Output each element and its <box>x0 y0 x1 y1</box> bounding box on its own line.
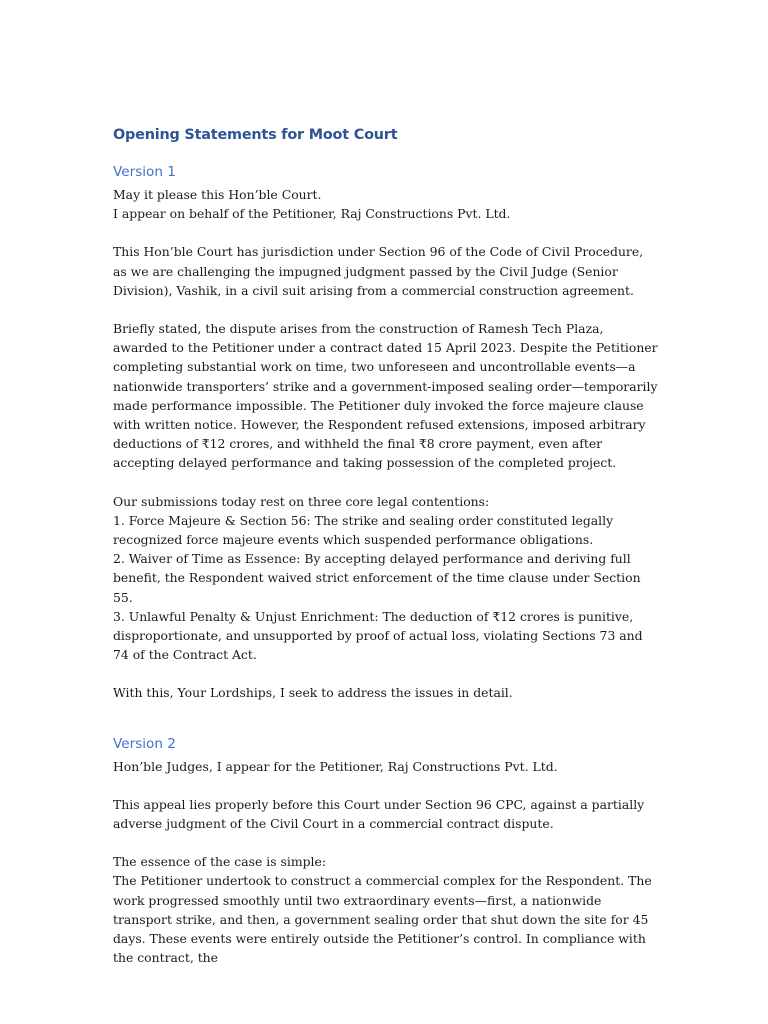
v1-contention-1: 1. Force Majeure & Section 56: The strike and sealing order constituted legally recognized force majeure events which suspended performance obligations. <box>113 512 614 548</box>
version-2-section <box>113 734 658 968</box>
v2-paragraph-facts: The essence of the case is simple: The Petitioner undertook to construct a commercial complex for the Respondent. The work progressed smoothly until two extraordinary events—first, a nationwide transport strike, and then, a government sealing order that shut down the site for 45 days. These events were entirely outside the Petitioner’s control. In compliance with the contract, the <box>113 854 652 966</box>
v1-contention-2: 2. Waiver of Time as Essence: By accepting delayed performance and deriving full benefit, the Respondent waived strict enforcement of the time clause under Section 55. <box>113 551 641 605</box>
version-1-heading: Version 1 <box>113 164 176 180</box>
v1-contentions-intro: Our submissions today rest on three core legal contentions: <box>113 493 490 509</box>
v1-contention-3: 3. Unlawful Penalty & Unjust Enrichment: The deduction of ₹12 crores is punitive, disproportionate, and unsupported by proof of actual loss, violating Sections 73 and 74 of the Contract Act. <box>113 608 643 663</box>
document-title: Opening Statements for Moot Court <box>113 127 398 143</box>
version-1-section <box>113 162 658 703</box>
version-2-heading: Version 2 <box>113 735 176 752</box>
v1-paragraph-facts: Briefly stated, the dispute arises from the construction of Ramesh Tech Plaza, awarded to the Petitioner under a contract dated 15 April 2023. Despite the Petitioner completing substantial work on time, two unforeseen and uncontrollable events—a nationwide transporters’ strike and a government-imposed sealing order—temporarily made performance impossible. The Petitioner duly invoked the force majeure clause with written notice. However, the Respondent refused extensions, imposed arbitrary deductions of ₹12 crores, and withheld the final ₹8 crore payment, even after accepting delayed performance and taking possession of the completed project. <box>113 321 658 471</box>
document-page <box>113 124 658 968</box>
v1-paragraph-closing: With this, Your Lordships, I seek to address the issues in detail. <box>113 685 513 701</box>
v1-paragraph-greeting: May it please this Hon’ble Court. I appear on behalf of the Petitioner, Raj Constructions Pvt. Ltd. <box>113 187 511 222</box>
v2-paragraph-jurisdiction: This appeal lies properly before this Court under Section 96 CPC, against a partially adverse judgment of the Civil Court in a commercial contract dispute. <box>113 796 645 832</box>
v1-contentions-block <box>113 492 658 665</box>
v2-paragraph-greeting: Hon’ble Judges, I appear for the Petitioner, Raj Constructions Pvt. Ltd. <box>113 758 558 774</box>
v1-paragraph-jurisdiction: This Hon’ble Court has jurisdiction under Section 96 of the Code of Civil Procedure, as we are challenging the impugned judgment passed by the Civil Judge (Senior Division), Vashik, in a civil suit arising from a commercial construction agreement. <box>113 244 644 298</box>
